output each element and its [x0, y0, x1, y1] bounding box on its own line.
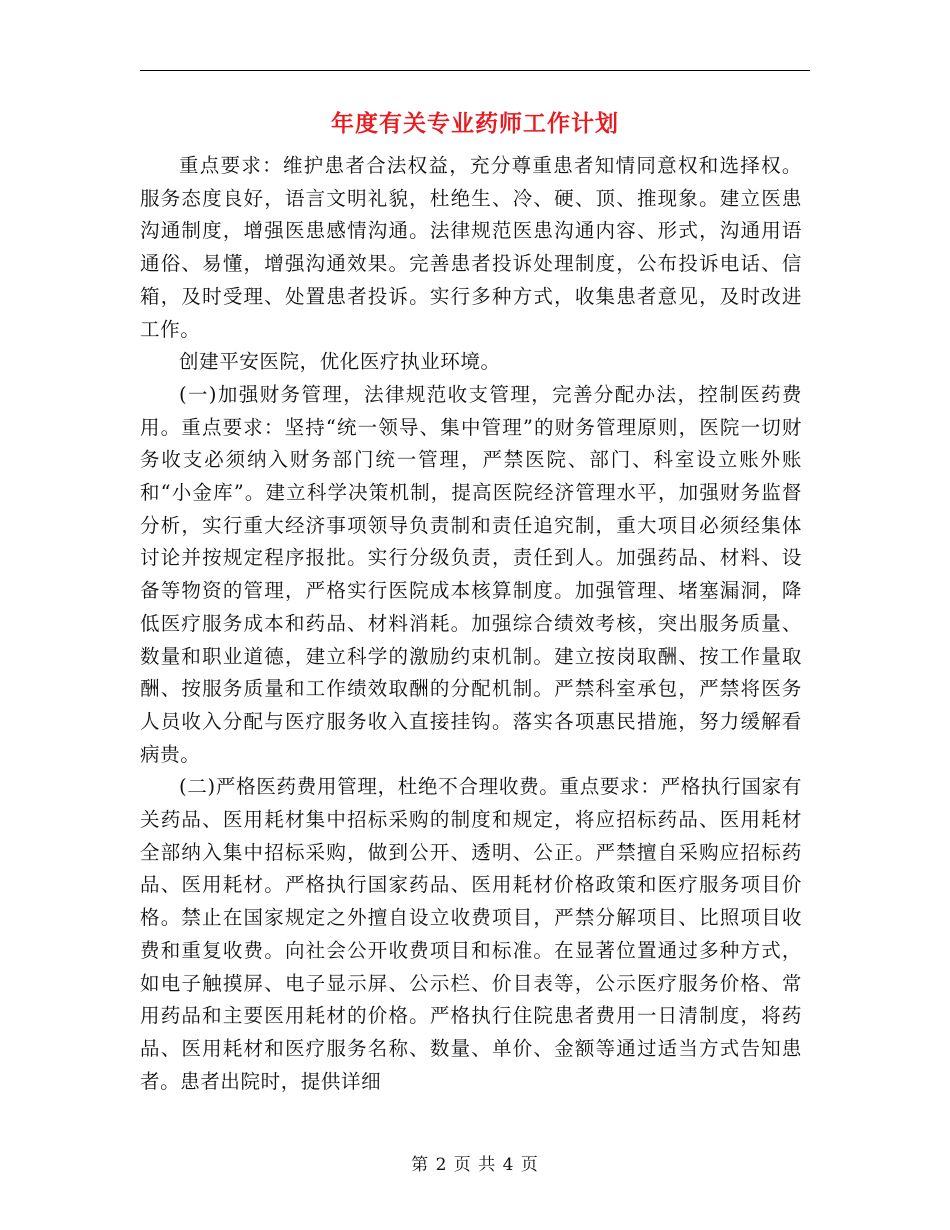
- paragraph-patient-rights: 重点要求：维护患者合法权益，充分尊重患者知情同意权和选择权。服务态度良好，语言文明礼貌，杜绝生、冷、硬、顶、推现象。建立医患沟通制度，增强医患感情沟通。法律规范医患沟通内容、形式，沟通用语通俗、易懂，增强沟通效果。完善患者投诉处理制度，公布投诉电话、信箱，及时受理、处置患者投诉。实行多种方式，收集患者意见，及时改进工作。: [140, 154, 802, 341]
- page-number-footer: 第 2 页 共 4 页: [411, 1155, 539, 1175]
- header-rule: [140, 70, 810, 71]
- paragraph-fee-management: (二)严格医药费用管理，杜绝不合理收费。重点要求：严格执行国家有关药品、医用耗材集中招标采购的制度和规定，将应招标药品、医用耗材全部纳入集中招标采购，做到公开、透明、公正。严禁擅自采购应招标药品、医用耗材。严格执行国家药品、医用耗材价格政策和医疗服务项目价格。禁止在国家规定之外擅自设立收费项目，严禁分解项目、比照项目收费和重复收费。向社会公开收费项目和标准。在显著位置通过多种方式，如电子触摸屏、电子显示屏、公示栏、价目表等，公示医疗服务价格、常用药品和主要医用耗材的价格。严格执行住院患者费用一日清制度，将药品、医用耗材和医疗服务名称、数量、单价、金额等通过适当方式告知患者。患者出院时，提供详细: [140, 775, 802, 1093]
- paragraph-safe-hospital: 创建平安医院，优化医疗执业环境。: [179, 350, 501, 374]
- paragraph-financial-management: (一)加强财务管理，法律规范收支管理，完善分配办法，控制医药费用。重点要求：坚持“统一领导、集中管理”的财务管理原则，医院一切财务收支必须纳入财务部门统一管理，严禁医院、部门、科室设立账外账和“小金库”。建立科学决策机制，提高医院经济管理水平，加强财务监督分析，实行重大经济事项领导负责制和责任追究制，重大项目必须经集体讨论并按规定程序报批。实行分级负责，责任到人。加强药品、材料、设备等物资的管理，严格实行医院成本核算制度。加强管理、堵塞漏洞，降低医疗服务成本和药品、材料消耗。加强综合绩效考核，突出服务质量、数量和职业道德，建立科学的激励约束机制。建立按岗取酬、按工作量取酬、按服务质量和工作绩效取酬的分配机制。严禁科室承包，严禁将医务人员收入分配与医疗服务收入直接挂钩。落实各项惠民措施，努力缓解看病贵。: [140, 382, 802, 766]
- document-title: 年度有关专业药师工作计划: [331, 110, 619, 137]
- document-body: [140, 150, 802, 1098]
